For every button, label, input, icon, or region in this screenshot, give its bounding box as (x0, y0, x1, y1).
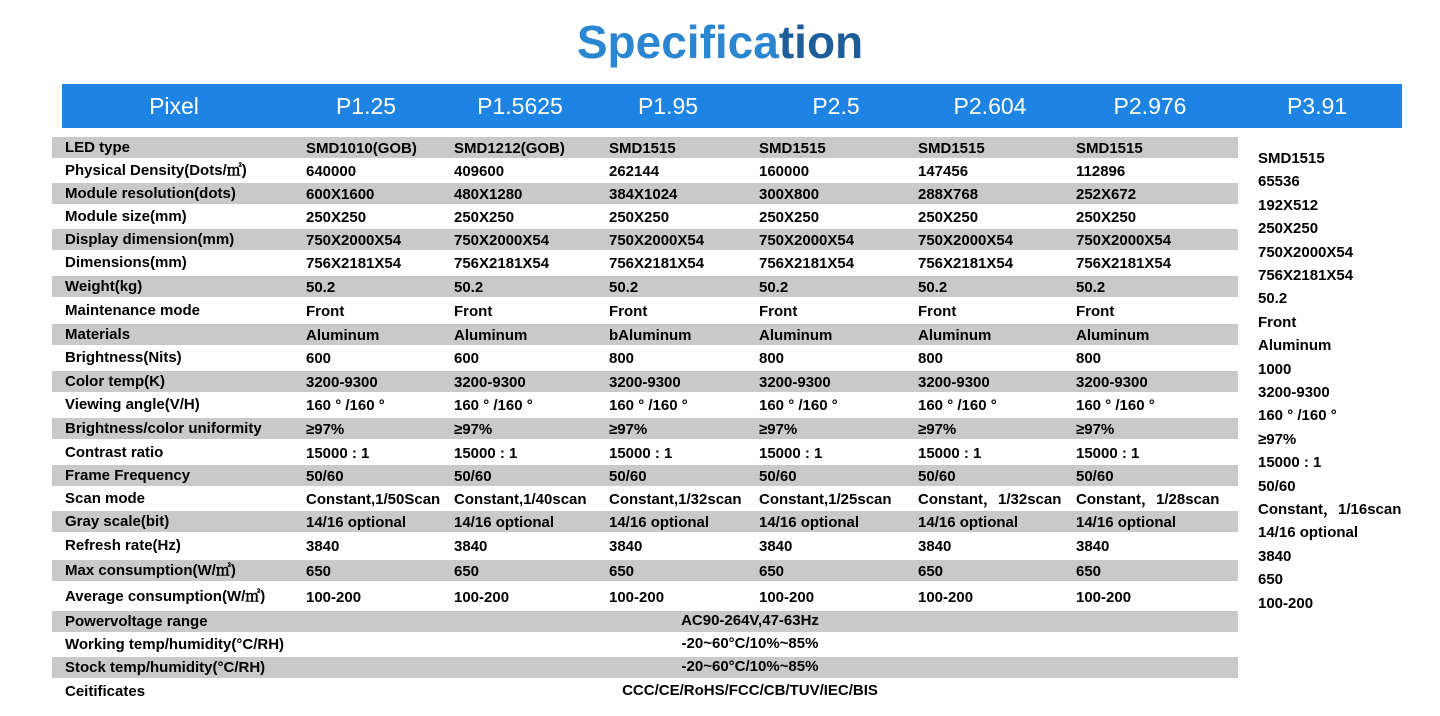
row-value: 3840 (918, 538, 952, 555)
row-label: Materials (65, 326, 131, 343)
header-col-p2-976: P2.976 (1113, 93, 1187, 119)
row-value: 750X2000X54 (918, 232, 1014, 249)
row-value: 14/16 optional (1076, 514, 1177, 531)
row-value: 50.2 (609, 279, 639, 296)
header-col-p1-25: P1.25 (335, 93, 397, 119)
p391-value: 50/60 (1258, 477, 1296, 495)
row-value: 288X768 (918, 186, 979, 203)
header-col-p1-5625: P1.5625 (477, 93, 563, 119)
row-value: SMD1515 (609, 140, 676, 157)
row-value: 14/16 optional (759, 514, 860, 531)
row-value: 250X250 (918, 209, 979, 226)
span-row-value: CCC/CE/RoHS/FCC/CB/TUV/IEC/BIS (622, 682, 878, 699)
row-background (52, 560, 1402, 581)
row-value: 15000 : 1 (759, 445, 823, 462)
row-value: 15000 : 1 (918, 445, 982, 462)
row-background (52, 300, 1402, 321)
span-row-label: Stock temp/humidity(°C/RH) (65, 659, 266, 676)
row-value: Constant，1/32scan (918, 491, 1062, 508)
row-value: 100-200 (306, 589, 362, 606)
row-background (52, 324, 1402, 345)
spec-table-header (62, 84, 1402, 128)
row-value: 160 ° /160 ° (306, 397, 385, 414)
row-value: Constant,1/32scan (609, 491, 742, 508)
p391-value: SMD1515 (1258, 150, 1325, 167)
row-value: SMD1212(GOB) (454, 140, 565, 157)
row-value: 250X250 (1076, 209, 1137, 226)
p391-value: 3840 (1258, 547, 1292, 565)
row-label: Brightness/color uniformity (65, 420, 262, 437)
header-col-p3-91: P3.91 (1286, 93, 1348, 119)
row-value: 756X2181X54 (1076, 255, 1172, 272)
p391-value: 14/16 optional (1258, 524, 1359, 542)
row-value: Front (306, 303, 345, 320)
row-value: 250X250 (306, 209, 367, 226)
row-value: 14/16 optional (454, 514, 555, 531)
p391-value: 50.2 (1258, 290, 1288, 308)
row-value: 650 (759, 563, 785, 580)
row-background (52, 160, 1402, 181)
row-value: ≥97% (609, 421, 648, 438)
row-label: Frame Frequency (65, 467, 191, 484)
row-value: SMD1515 (918, 140, 985, 157)
row-value: 756X2181X54 (759, 255, 855, 272)
row-value: 50/60 (759, 468, 797, 485)
row-value: 15000 : 1 (306, 445, 370, 462)
row-value: 600 (454, 350, 480, 367)
row-value: 100-200 (454, 589, 510, 606)
p391-value: 3200-9300 (1258, 384, 1330, 401)
row-value: 50/60 (454, 468, 492, 485)
row-value: Front (609, 303, 648, 320)
row-label: Contrast ratio (65, 444, 164, 461)
row-value: 112896 (1076, 163, 1126, 180)
row-value: 14/16 optional (609, 514, 710, 531)
row-label: Display dimension(mm) (65, 231, 235, 248)
p391-value: 750X2000X54 (1258, 243, 1354, 261)
row-value: 750X2000X54 (609, 232, 705, 249)
row-value: 3200-9300 (918, 374, 990, 391)
span-row-label: Ceitificates (65, 683, 146, 700)
row-label: Scan mode (65, 490, 146, 507)
row-value: 800 (1076, 350, 1102, 367)
row-value: 600 (306, 350, 332, 367)
row-value: 409600 (454, 163, 505, 180)
row-value: 800 (609, 350, 635, 367)
row-value: 50/60 (1076, 468, 1114, 485)
row-label: Weight(kg) (65, 278, 143, 295)
row-value: Constant,1/50Scan (306, 491, 441, 508)
row-background (52, 347, 1402, 368)
row-value: 160 ° /160 ° (454, 397, 533, 414)
row-value: 750X2000X54 (1076, 232, 1172, 249)
header-pixel-label: Pixel (149, 93, 199, 119)
row-value: 3200-9300 (609, 374, 681, 391)
row-value: ≥97% (918, 421, 957, 438)
row-value: Constant，1/28scan (1076, 491, 1220, 508)
row-value: 262144 (609, 163, 660, 180)
row-value: 14/16 optional (306, 514, 407, 531)
row-value: 50/60 (609, 468, 647, 485)
row-label: Physical Density(Dots/㎡) (65, 162, 247, 179)
row-value: 650 (918, 563, 944, 580)
row-value: 50.2 (454, 279, 484, 296)
row-value: 756X2181X54 (454, 255, 550, 272)
row-value: 650 (609, 563, 635, 580)
span-row-value: -20~60°C/10%~85% (681, 635, 819, 652)
p391-value: 160 ° /160 ° (1258, 407, 1337, 425)
row-value: 800 (918, 350, 944, 367)
p391-value: Aluminum (1258, 337, 1332, 355)
row-background (52, 183, 1402, 204)
span-row-label: Working temp/humidity(°C/RH) (65, 636, 285, 653)
row-value: 15000 : 1 (1076, 445, 1140, 462)
row-value: Front (759, 303, 798, 320)
row-value: 3200-9300 (306, 374, 378, 391)
row-background (52, 442, 1402, 463)
row-background (52, 276, 1402, 297)
row-value: 50.2 (1076, 279, 1106, 296)
row-value: 750X2000X54 (306, 232, 402, 249)
row-label: Module resolution(dots) (65, 185, 236, 202)
row-value: 750X2000X54 (759, 232, 855, 249)
header-col-p2-604: P2.604 (953, 93, 1027, 119)
row-value: 756X2181X54 (918, 255, 1014, 272)
row-value: SMD1010(GOB) (306, 140, 417, 157)
p391-value: 250X250 (1258, 220, 1319, 238)
row-value: Aluminum (759, 327, 833, 344)
row-value: 3840 (759, 538, 793, 555)
row-value: 15000 : 1 (454, 445, 518, 462)
row-value: 3840 (609, 538, 643, 555)
row-value: 384X1024 (609, 186, 678, 203)
row-label: Max consumption(W/㎡) (65, 562, 236, 579)
row-background (52, 535, 1402, 556)
row-label: Gray scale(bit) (65, 513, 170, 530)
row-background (52, 371, 1402, 392)
row-value: SMD1515 (759, 140, 826, 157)
p391-value: 650 (1258, 571, 1284, 589)
row-label: Maintenance mode (65, 302, 201, 319)
row-background (52, 206, 1402, 227)
p391-value: ≥97% (1258, 430, 1297, 448)
p391-value: 100-200 (1258, 594, 1314, 612)
row-background (52, 511, 1402, 532)
row-value: 300X800 (759, 186, 820, 203)
p391-value: 1000 (1258, 360, 1292, 378)
row-value: Constant,1/25scan (759, 491, 892, 508)
row-value: 3200-9300 (759, 374, 831, 391)
p391-value: 65536 (1258, 173, 1300, 191)
row-value: Aluminum (918, 327, 992, 344)
span-row-label: Powervoltage range (65, 613, 208, 630)
row-value: 14/16 optional (918, 514, 1019, 531)
row-value: 100-200 (1076, 589, 1132, 606)
span-row-value: -20~60°C/10%~85% (681, 658, 819, 675)
row-value: 147456 (918, 163, 969, 180)
row-value: 250X250 (759, 209, 820, 226)
row-value: 650 (306, 563, 332, 580)
row-background (52, 229, 1402, 250)
row-value: 50.2 (759, 279, 789, 296)
row-label: Dimensions(mm) (65, 254, 187, 271)
row-value: 160 ° /160 ° (759, 397, 838, 414)
row-background (52, 137, 1402, 158)
row-value: 160000 (759, 163, 810, 180)
row-value: ≥97% (1076, 421, 1115, 438)
p391-value: Front (1258, 313, 1297, 331)
row-value: 3840 (1076, 538, 1110, 555)
row-label: Color temp(K) (65, 373, 165, 390)
p391-value: 15000 : 1 (1258, 454, 1322, 472)
row-label: LED type (65, 139, 131, 156)
p391-value: 756X2181X54 (1258, 267, 1354, 284)
row-value: 3840 (454, 538, 488, 555)
row-value: 250X250 (454, 209, 515, 226)
row-value: Front (454, 303, 493, 320)
row-value: ≥97% (759, 421, 798, 438)
row-label: Brightness(Nits) (65, 349, 182, 366)
row-value: 250X250 (609, 209, 670, 226)
row-value: 756X2181X54 (609, 255, 705, 272)
row-value: 800 (759, 350, 785, 367)
row-value: Front (918, 303, 957, 320)
row-value: Constant,1/40scan (454, 491, 587, 508)
row-background (52, 465, 1402, 486)
p391-value: 192X512 (1258, 196, 1319, 214)
header-col-p1-95: P1.95 (637, 93, 699, 119)
row-value: 3200-9300 (454, 374, 526, 391)
row-value: ≥97% (454, 421, 493, 438)
row-value: 640000 (306, 163, 357, 180)
header-col-p2-5: P2.5 (812, 93, 860, 119)
row-value: 160 ° /160 ° (918, 397, 997, 414)
row-label: Module size(mm) (65, 208, 187, 225)
row-value: 50/60 (306, 468, 344, 485)
row-value: Front (1076, 303, 1115, 320)
page-title: Specification (576, 16, 864, 68)
row-value: 750X2000X54 (454, 232, 550, 249)
row-value: 600X1600 (306, 186, 375, 203)
row-value: 160 ° /160 ° (609, 397, 688, 414)
row-value: 480X1280 (454, 186, 523, 203)
row-label: Viewing angle(V/H) (65, 396, 200, 413)
row-background (52, 394, 1402, 415)
row-value: 650 (454, 563, 480, 580)
row-label: Refresh rate(Hz) (65, 537, 181, 554)
row-value: 100-200 (918, 589, 974, 606)
row-value: Aluminum (306, 327, 380, 344)
row-value: bAluminum (609, 327, 692, 344)
row-label: Average consumption(W/㎡) (65, 588, 266, 605)
p391-value: Constant，1/16scan (1258, 501, 1402, 518)
row-value: SMD1515 (1076, 140, 1143, 157)
row-value: 650 (1076, 563, 1102, 580)
span-row-value: AC90-264V,47-63Hz (681, 612, 819, 629)
row-value: 50.2 (918, 279, 948, 296)
row-background (52, 252, 1402, 273)
row-value: 100-200 (609, 589, 665, 606)
row-value: 15000 : 1 (609, 445, 673, 462)
row-value: Aluminum (454, 327, 528, 344)
row-value: Aluminum (1076, 327, 1150, 344)
row-value: 756X2181X54 (306, 255, 402, 272)
row-value: 160 ° /160 ° (1076, 397, 1155, 414)
row-value: 3200-9300 (1076, 374, 1148, 391)
row-value: 50/60 (918, 468, 956, 485)
row-value: 50.2 (306, 279, 336, 296)
row-value: 100-200 (759, 589, 815, 606)
row-value: 252X672 (1076, 186, 1137, 203)
row-value: 3840 (306, 538, 340, 555)
row-value: ≥97% (306, 421, 345, 438)
